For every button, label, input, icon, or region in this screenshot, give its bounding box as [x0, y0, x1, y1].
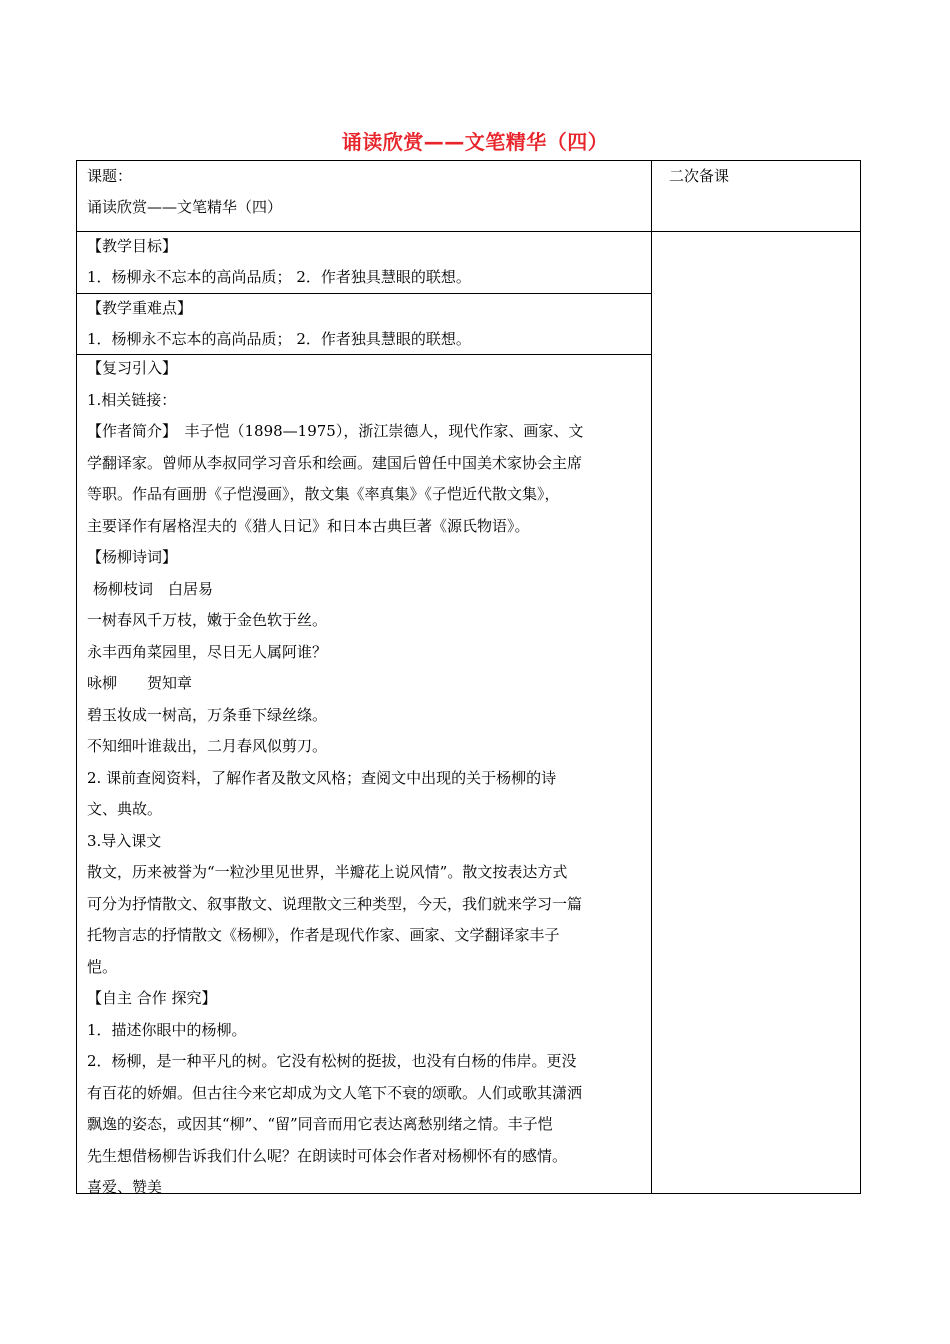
topic-label: 课题： — [87, 167, 133, 185]
poem-line: 永丰西角菜园里，尽日无人属阿谁？ — [87, 642, 328, 661]
review-line: 1.相关链接： — [87, 390, 177, 409]
poem-title: 咏柳 贺知章 — [87, 674, 193, 692]
goals-heading: 【教学目标】 — [87, 237, 178, 255]
explore-answer: 喜爱、赞美 — [87, 1178, 163, 1196]
explore-line: 有百花的娇媚。但古往今来它却成为文人笔下不衰的颂歌。人们或歌其潇洒 — [87, 1083, 583, 1102]
key-points-text: 1．杨柳永不忘本的高尚品质； 2．作者独具慧眼的联想。 — [87, 330, 471, 348]
topic-value: 诵读欣赏——文笔精华（四） — [87, 198, 283, 216]
lesson-plan-table — [76, 160, 861, 1194]
author-intro-line: 等职。作品有画册《子恺漫画》，散文集《率真集》《子恺近代散文集》， — [87, 485, 560, 503]
intro-paragraph-line: 可分为抒情散文、叙事散文、说理散文三种类型，今天，我们就来学习一篇 — [87, 894, 583, 913]
side-column-header: 二次备课 — [669, 167, 730, 185]
key-points-heading: 【教学重难点】 — [87, 299, 193, 317]
goals-cell — [87, 231, 643, 293]
review-line: 文、典故。 — [87, 800, 163, 818]
key-points-cell — [87, 293, 643, 355]
poem-line: 一树春风千万枝，嫩于金色软于丝。 — [87, 611, 328, 629]
goals-text: 1．杨柳永不忘本的高尚品质； 2．作者独具慧眼的联想。 — [87, 268, 471, 286]
review-cell — [87, 353, 643, 1204]
poems-heading: 【杨柳诗词】 — [87, 548, 178, 566]
review-line: 2. 课前查阅资料，了解作者及散文风格；查阅文中出现的关于杨柳的诗 — [87, 768, 557, 787]
topic-cell — [87, 161, 643, 223]
poem-line: 碧玉妆成一树高，万条垂下绿丝绦。 — [87, 705, 328, 724]
intro-paragraph-line: 散文，历来被誉为“一粒沙里见世界，半瓣花上说风情”。散文按表达方式 — [87, 863, 568, 881]
explore-line: 1．描述你眼中的杨柳。 — [87, 1020, 247, 1039]
explore-line: 2．杨柳，是一种平凡的树。它没有松树的挺拔，也没有白杨的伟岸。更没 — [87, 1052, 577, 1070]
poem-line: 不知细叶谁裁出，二月春风似剪刀。 — [87, 737, 328, 755]
explore-heading: 【自主 合作 探究】 — [87, 989, 217, 1007]
column-divider — [651, 161, 652, 1193]
review-line: 3.导入课文 — [87, 831, 162, 850]
intro-paragraph-line: 恺。 — [87, 957, 118, 976]
document-title: 诵读欣赏——文笔精华（四） — [341, 130, 609, 154]
review-heading: 【复习引入】 — [87, 359, 178, 377]
author-intro-line: 主要译作有屠格涅夫的《猎人日记》和日本古典巨著《源氏物语》。 — [87, 516, 530, 535]
explore-line: 飘逸的姿态，或因其“柳”、“留”同音而用它表达离愁别绪之情。丰子恺 — [87, 1115, 553, 1133]
author-intro-line: 【作者简介】 丰子恺（1898—1975），浙江崇德人，现代作家、画家、文 — [87, 422, 584, 440]
poem-title: 杨柳枝词 白居易 — [93, 579, 214, 598]
explore-line: 先生想借杨柳告诉我们什么呢？在朗读时可体会作者对杨柳怀有的感情。 — [87, 1146, 568, 1165]
intro-paragraph-line: 托物言志的抒情散文《杨柳》，作者是现代作家、画家、文学翻译家丰子 — [87, 926, 560, 944]
author-intro-line: 学翻译家。曾师从李叔同学习音乐和绘画。建国后曾任中国美术家协会主席 — [87, 453, 583, 472]
